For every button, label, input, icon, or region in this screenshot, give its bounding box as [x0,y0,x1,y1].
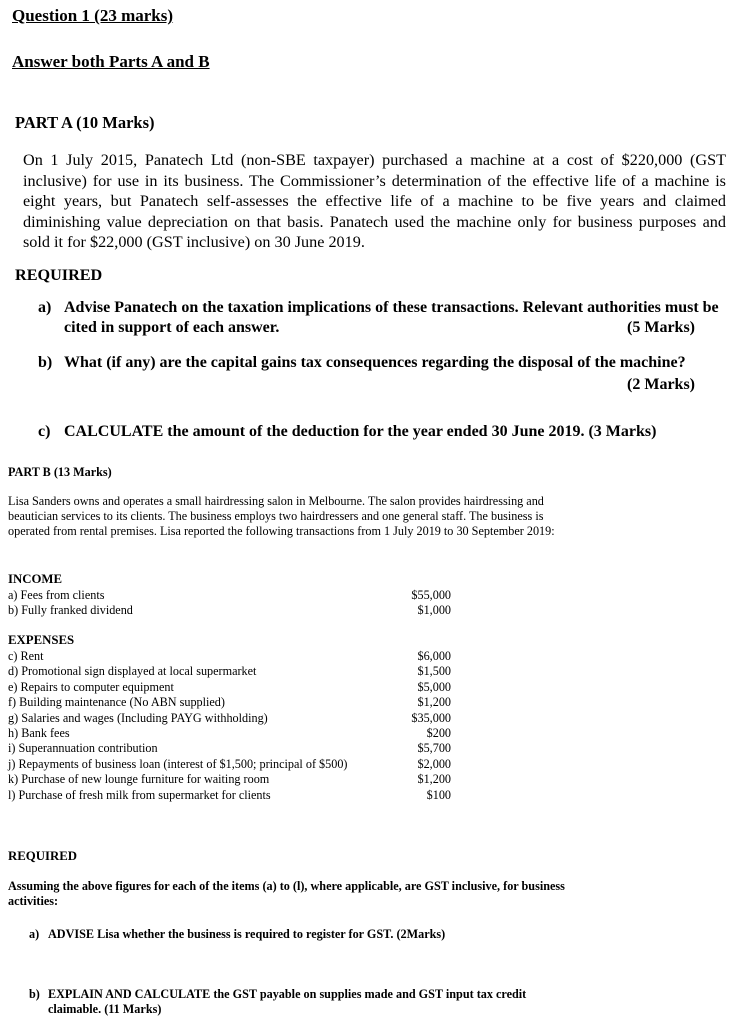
item-description: d) Promotional sign displayed at local supermarket [8,664,257,679]
expenses-label: EXPENSES [8,633,75,647]
item-description: l) Purchase of fresh milk from supermarket for clients [8,787,271,802]
question-marks: (5 Marks) [627,319,695,336]
item-amount: $1,500 [417,664,451,679]
item-description: h) Bank fees [8,726,70,740]
question-text: CALCULATE the amount of the deduction for the year ended 30 June 2019. (3 Marks) [64,423,657,440]
item-amount: $35,000 [411,710,451,725]
question-text: ADVISE Lisa whether the business is required to register for GST. (2Marks) [48,927,446,941]
item-description: a) Fees from clients [8,588,105,602]
table-row [8,649,451,664]
part-a-heading: PART A (10 Marks) [15,113,155,132]
table-row [8,588,451,603]
item-amount: $1,200 [417,695,451,710]
part-b-heading: PART B (13 Marks) [8,465,112,479]
table-row [8,695,451,710]
item-description: j) Repayments of business loan (interest of $1,500; principal of $500) [8,756,348,771]
question-text: EXPLAIN AND CALCULATE the GST payable on supplies made and GST input tax credit claimable. (11 Marks) [48,987,527,1017]
part-b-required-label: REQUIRED [8,849,77,863]
table-row [8,603,451,618]
income-label: INCOME [8,572,63,586]
item-description: f) Building maintenance (No ABN supplied) [8,695,225,710]
table-row [8,741,451,756]
item-description: k) Purchase of new lounge furniture for waiting room [8,772,270,787]
question-marks: (2 Marks) [627,376,695,393]
item-amount: $200 [426,726,451,740]
item-amount: $1,000 [417,603,451,617]
item-description: c) Rent [8,649,44,663]
question-label: c) [38,423,51,440]
part-b-question-a [29,927,589,943]
item-amount: $100 [426,787,451,802]
table-row [8,664,451,679]
item-amount: $5,000 [417,679,451,694]
table-row [8,772,451,787]
item-amount: $55,000 [411,588,451,602]
part-a-question-b [38,353,724,395]
table-row [8,711,451,726]
income-table [8,588,451,620]
table-row [8,726,451,741]
item-amount: $6,000 [417,649,451,663]
item-description: b) Fully franked dividend [8,603,133,617]
question-title: Question 1 (23 marks) [12,6,174,25]
expenses-table [8,649,451,804]
item-description: e) Repairs to computer equipment [8,679,174,694]
question-label: a) [38,299,52,316]
question-label: b) [38,354,53,371]
table-row [8,788,451,803]
part-b-scenario: Lisa Sanders owns and operates a small hairdressing salon in Melbourne. The salon provides hairdressing and beautician services to its clients. The business employs two hairdressers and one general staff. The business is operated from rental premises. Lisa reported the following transactions from 1 July 2019 to 30 September 2019: [8,494,555,539]
item-amount: $5,700 [417,741,451,756]
part-a-scenario: On 1 July 2015, Panatech Ltd (non-SBE taxpayer) purchased a machine at a cost of $220,000 (GST inclusive) for use in its business. The Commissioner’s determination of the effective life of a machine is eight years, but Panatech self-assesses the effective life of a machine to be five years and claimed diminishing value depreciation on that basis. Panatech used the machine only for business purposes and sold it for $22,000 (GST inclusive) on 30 June 2019. [23,151,726,251]
item-amount: $1,200 [417,772,451,787]
question-label: a) [29,927,40,941]
part-b-assumption: Assuming the above figures for each of the items (a) to (l), where applicable, are GST inclusive, for business activities: [8,879,565,909]
table-row [8,680,451,695]
part-a-question-a [38,298,735,340]
item-description: g) Salaries and wages (Including PAYG withholding) [8,710,268,725]
part-a-required-label: REQUIRED [15,266,103,284]
item-amount: $2,000 [417,756,451,771]
item-description: i) Superannuation contribution [8,741,158,756]
question-text: What (if any) are the capital gains tax consequences regarding the disposal of the machine? [64,354,686,371]
question-label: b) [29,987,40,1001]
question-text: Advise Panatech on the taxation implications of these transactions. Relevant authorities must be cited in support of each answer. [64,299,719,336]
table-row [8,757,451,772]
instruction: Answer both Parts A and B [12,52,210,71]
part-a-question-c [38,422,718,444]
part-b-question-b [29,987,589,1019]
